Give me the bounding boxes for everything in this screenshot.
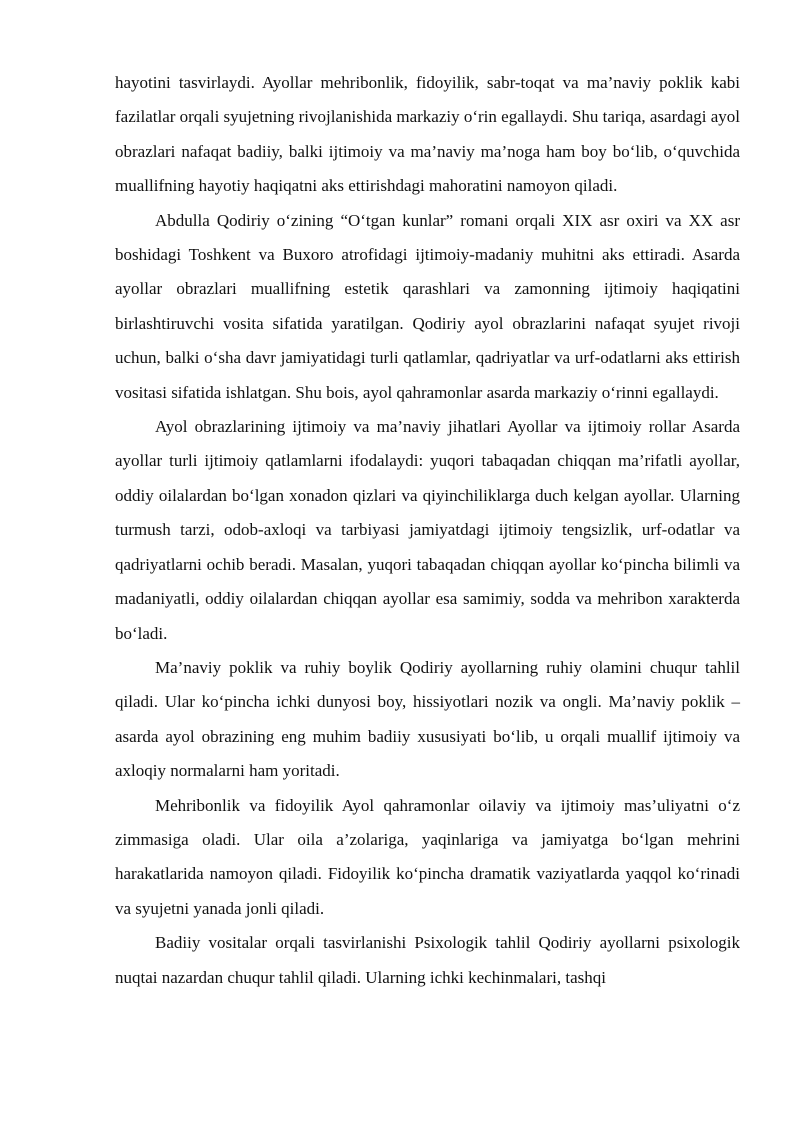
paragraph: Ma’naviy poklik va ruhiy boylik Qodiriy ayollarning ruhiy olamini chuqur tahlil qiladi. Ular ko‘pincha ichki dunyosi boy, hissiyotlari nozik va ongli. Ma’naviy poklik – asarda ayol obrazining eng muhim badiiy xususiyati bo‘lib, u orqali muallif ijtimoiy va axloqiy normalarni ham yoritadi. (115, 657, 740, 781)
paragraph: hayotini tasvirlaydi. Ayollar mehribonlik, fidoyilik, sabr-toqat va ma’naviy poklik kabi fazilatlar orqali syujetning rivojlanishida markaziy o‘rin egallaydi. Shu tariqa, asardagi ayol obrazlari nafaqat badiiy, balki ijtimoiy va ma’naviy ma’noga ham boy bo‘lib, o‘quvchida muallifning hayotiy haqiqatni aks ettirishdagi mahoratini namoyon qiladi. (115, 73, 741, 196)
paragraph: Abdulla Qodiriy o‘zining “O‘tgan kunlar” romani orqali XIX asr oxiri va XX asr boshidagi Toshkent va Buxoro atrofidagi ijtimoiy-madaniy muhitni aks ettiradi. Asarda ayollar obrazlari muallifning estetik qarashlari va zamonning ijtimoiy haqiqatini birlashtiruvchi vosita sifatida yaratilgan. Qodiriy ayol obrazlarini nafaqat syujet rivoji uchun, balki o‘sha davr jamiyatidagi turli qatlamlar, qadriyatlar va urf-odatlarni aks ettirish vositasi sifatida ishlatgan. Shu bois, ayol qahramonlar asarda markaziy o‘rinni egallaydi. (115, 210, 740, 402)
paragraph: Mehribonlik va fidoyilik Ayol qahramonlar oilaviy va ijtimoiy mas’uliyatni o‘z zimmasiga oladi. Ular oila a’zolariga, yaqinlariga va jamiyatga bo‘lgan mehrini harakatlarida namoyon qiladi. Fidoyilik ko‘pincha dramatik vaziyatlarda yaqqol ko‘rinadi va syujetni yanada jonli qiladi. (115, 795, 740, 918)
paragraph: Badiiy vositalar orqali tasvirlanishi Psixologik tahlil Qodiriy ayollarni psixologik nuqtai nazardan chuqur tahlil qiladi. Ularning ichki kechinmalari, tashqi (115, 933, 740, 987)
document-page (115, 66, 740, 995)
paragraph: Ayol obrazlarining ijtimoiy va ma’naviy jihatlari Ayollar va ijtimoiy rollar Asarda ayollar turli ijtimoiy qatlamlarni ifodalaydi: yuqori tabaqadan chiqqan ma’rifatli ayollar, oddiy oilalardan bo‘lgan xonadon qizlari va qiyinchiliklarga duch kelgan ayollar. Ularning turmush tarzi, odob-axloqi va tarbiyasi jamiyatdagi ijtimoiy tengsizlik, urf-odatlar va qadriyatlarni ochib beradi. Masalan, yuqori tabaqadan chiqqan ayollar ko‘pincha bilimli va madaniyatli, oddiy oilalardan chiqqan ayollar esa samimiy, sodda va mehribon xarakterda bo‘ladi. (115, 417, 740, 643)
